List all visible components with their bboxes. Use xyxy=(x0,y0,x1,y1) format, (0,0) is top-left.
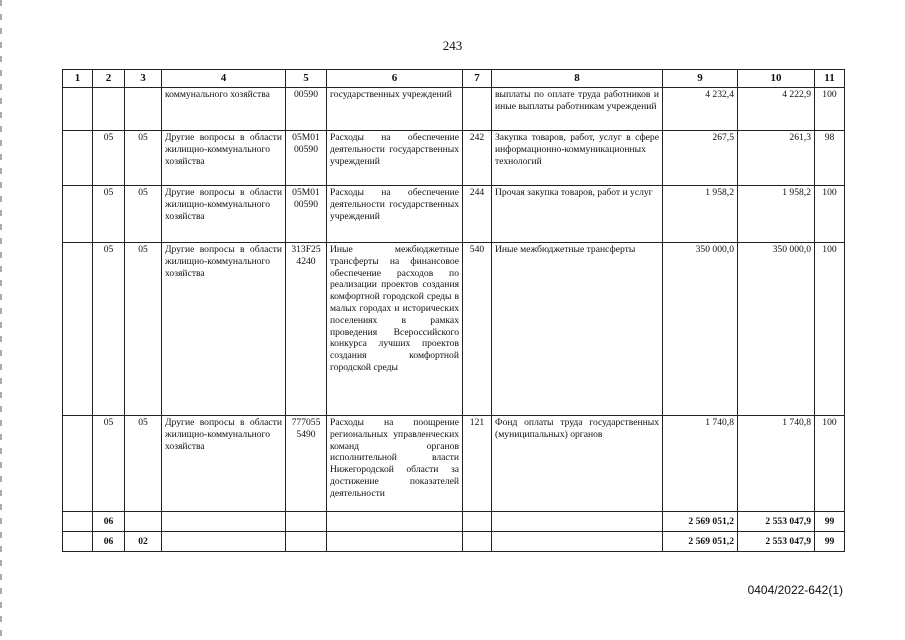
cell-expense-type: 540 xyxy=(463,243,492,416)
cell-expense-type-name xyxy=(492,512,663,532)
cell-planned: 4 232,4 xyxy=(663,88,738,131)
cell-expense-type-name: выплаты по оплате труда работников и иные выплаты работникам учреждений xyxy=(492,88,663,131)
cell-expense-type: 242 xyxy=(463,131,492,186)
table-row xyxy=(63,88,845,131)
cell-expense-type-name: Иные межбюджетные трансферты xyxy=(492,243,663,416)
cell-col1 xyxy=(63,416,93,512)
cell-section: 06 xyxy=(93,512,125,532)
cell-expense-name: Расходы на обеспечение деятельности государственных учреждений xyxy=(327,186,463,243)
cell-planned: 1 740,8 xyxy=(663,416,738,512)
table-row xyxy=(63,243,845,416)
cell-target-code: 313F25 4240 xyxy=(286,243,327,416)
cell-percent: 100 xyxy=(815,88,845,131)
cell-section-name: коммунального хозяйства xyxy=(162,88,286,131)
cell-target-code: 05М01 00590 xyxy=(286,131,327,186)
cell-planned: 2 569 051,2 xyxy=(663,512,738,532)
cell-expense-type-name xyxy=(492,532,663,552)
cell-executed: 2 553 047,9 xyxy=(738,532,815,552)
cell-subsection xyxy=(125,512,162,532)
table-header-row xyxy=(63,70,845,88)
cell-expense-name xyxy=(327,532,463,552)
cell-percent: 100 xyxy=(815,416,845,512)
cell-col1 xyxy=(63,131,93,186)
cell-section-name xyxy=(162,512,286,532)
cell-expense-type xyxy=(463,88,492,131)
cell-expense-type-name: Фонд оплаты труда государственных (муниципальных) органов xyxy=(492,416,663,512)
header-cell: 7 xyxy=(463,70,492,88)
cell-executed: 350 000,0 xyxy=(738,243,815,416)
header-cell: 11 xyxy=(815,70,845,88)
header-cell: 9 xyxy=(663,70,738,88)
cell-subsection: 05 xyxy=(125,243,162,416)
table-row xyxy=(63,416,845,512)
cell-percent: 99 xyxy=(815,532,845,552)
cell-expense-type-name: Прочая закупка товаров, работ и услуг xyxy=(492,186,663,243)
cell-executed: 2 553 047,9 xyxy=(738,512,815,532)
cell-section-name xyxy=(162,532,286,552)
cell-planned: 350 000,0 xyxy=(663,243,738,416)
cell-col1 xyxy=(63,512,93,532)
page-edge-marks xyxy=(0,0,2,640)
header-cell: 4 xyxy=(162,70,286,88)
cell-section: 05 xyxy=(93,131,125,186)
cell-section: 05 xyxy=(93,186,125,243)
cell-expense-type xyxy=(463,512,492,532)
cell-col1 xyxy=(63,88,93,131)
cell-planned: 267,5 xyxy=(663,131,738,186)
cell-subsection: 05 xyxy=(125,186,162,243)
header-cell: 1 xyxy=(63,70,93,88)
cell-section: 05 xyxy=(93,243,125,416)
cell-expense-type xyxy=(463,532,492,552)
header-cell: 3 xyxy=(125,70,162,88)
cell-col1 xyxy=(63,532,93,552)
header-cell: 6 xyxy=(327,70,463,88)
cell-section xyxy=(93,88,125,131)
cell-target-code: 05М01 00590 xyxy=(286,186,327,243)
cell-expense-name xyxy=(327,512,463,532)
cell-section-name: Другие вопросы в области жилищно-коммунального хозяйства xyxy=(162,131,286,186)
cell-executed: 4 222,9 xyxy=(738,88,815,131)
cell-section-name: Другие вопросы в области жилищно-коммунального хозяйства xyxy=(162,186,286,243)
cell-planned: 2 569 051,2 xyxy=(663,532,738,552)
total-row xyxy=(63,512,845,532)
cell-col1 xyxy=(63,186,93,243)
cell-section: 06 xyxy=(93,532,125,552)
cell-percent: 99 xyxy=(815,512,845,532)
header-cell: 2 xyxy=(93,70,125,88)
cell-percent: 98 xyxy=(815,131,845,186)
cell-target-code: 00590 xyxy=(286,88,327,131)
cell-percent: 100 xyxy=(815,186,845,243)
cell-subsection xyxy=(125,88,162,131)
cell-expense-name: Расходы на обеспечение деятельности государственных учреждений xyxy=(327,131,463,186)
page-number: 243 xyxy=(442,38,463,53)
table-row xyxy=(63,131,845,186)
cell-subsection: 05 xyxy=(125,416,162,512)
header-cell: 8 xyxy=(492,70,663,88)
budget-table xyxy=(62,69,845,552)
cell-expense-type: 121 xyxy=(463,416,492,512)
cell-expense-name: Расходы на поощрение региональных управленческих команд органов исполнительной власти Нижегородской области за достижение показателей деятельности xyxy=(327,416,463,512)
cell-col1 xyxy=(63,243,93,416)
cell-target-code xyxy=(286,532,327,552)
cell-section-name: Другие вопросы в области жилищно-коммунального хозяйства xyxy=(162,243,286,416)
header-cell: 10 xyxy=(738,70,815,88)
total-row xyxy=(63,532,845,552)
cell-target-code: 777055 5490 xyxy=(286,416,327,512)
cell-subsection: 02 xyxy=(125,532,162,552)
cell-expense-name: государственных учреждений xyxy=(327,88,463,131)
cell-target-code xyxy=(286,512,327,532)
cell-subsection: 05 xyxy=(125,131,162,186)
document-code: 0404/2022-642(1) xyxy=(747,583,843,597)
cell-executed: 1 740,8 xyxy=(738,416,815,512)
cell-planned: 1 958,2 xyxy=(663,186,738,243)
cell-expense-type: 244 xyxy=(463,186,492,243)
cell-expense-type-name: Закупка товаров, работ, услуг в сфере информационно-коммуникационных технологий xyxy=(492,131,663,186)
cell-executed: 261,3 xyxy=(738,131,815,186)
cell-executed: 1 958,2 xyxy=(738,186,815,243)
cell-expense-name: Иные межбюджетные трансферты на финансовое обеспечение расходов по реализации проектов создания комфортной городской среды в малых городах и исторических поселениях в рамках проведения Всероссийского конкурса лучших проектов создания комфортной городской среды xyxy=(327,243,463,416)
table-row xyxy=(63,186,845,243)
cell-section-name: Другие вопросы в области жилищно-коммунального хозяйства xyxy=(162,416,286,512)
cell-section: 05 xyxy=(93,416,125,512)
header-cell: 5 xyxy=(286,70,327,88)
cell-percent: 100 xyxy=(815,243,845,416)
